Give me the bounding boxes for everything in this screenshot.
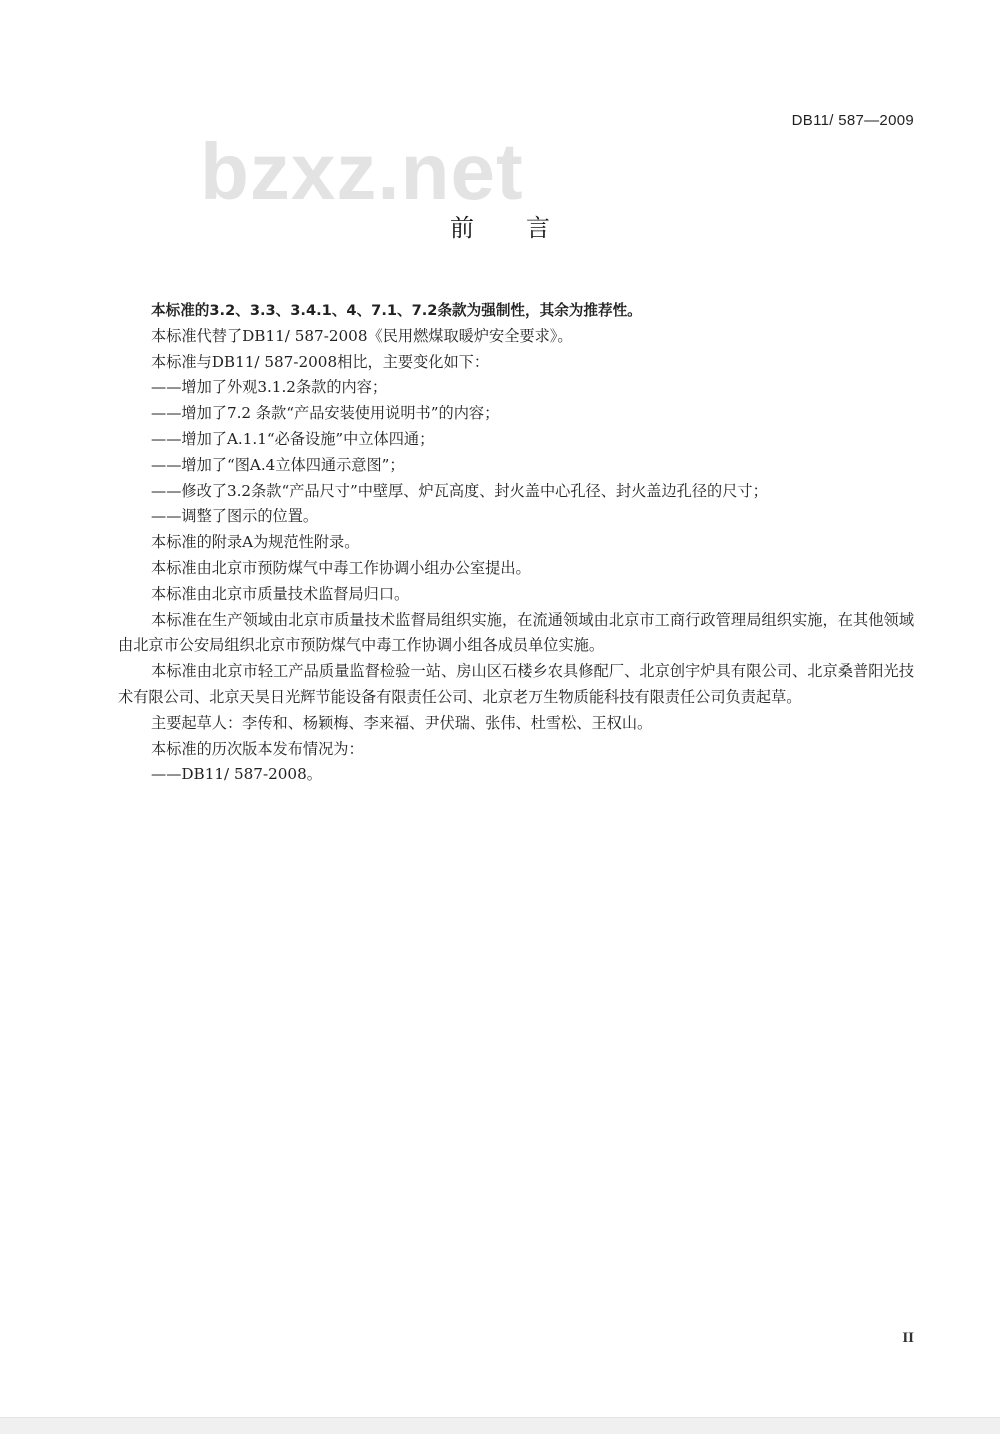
change-item: ——增加了外观3.1.2条款的内容； bbox=[151, 378, 388, 397]
page-title: 前言 bbox=[450, 214, 602, 242]
change-item: ——增加了“图A.4立体四通示意图”； bbox=[151, 455, 405, 474]
change-item: ——调整了图示的位置。 bbox=[151, 507, 319, 526]
paragraph-history-intro: 本标准的历次版本发布情况为： bbox=[151, 739, 364, 758]
document-code: DB11/ 587—2009 bbox=[791, 112, 914, 129]
history-item: ——DB11/ 587-2008。 bbox=[151, 765, 322, 784]
change-item: ——修改了3.2条款“产品尺寸”中壁厚、炉瓦高度、封火盖中心孔径、封火盖边孔径的尺寸； bbox=[151, 481, 768, 500]
paragraph-drafters: 主要起草人：李传和、杨颖梅、李来福、尹伏瑞、张伟、杜雪松、王权山。 bbox=[151, 713, 653, 732]
paragraph-implementation: 本标准在生产领域由北京市质量技术监督局组织实施，在流通领域由北京市工商行政管理局组织实施，在其他领域由北京市公安局组织北京市预防煤气中毒工作协调小组各成员单位实施。 bbox=[118, 610, 914, 655]
change-item: ——增加了7.2 条款“产品安装使用说明书”的内容； bbox=[151, 404, 500, 423]
paragraph-proposed-by: 本标准由北京市预防煤气中毒工作协调小组办公室提出。 bbox=[151, 558, 531, 577]
page-number: II bbox=[902, 1330, 914, 1346]
paragraph-replaces: 本标准代替了DB11/ 587-2008《民用燃煤取暖炉安全要求》。 bbox=[151, 326, 573, 345]
paragraph-mandatory-clauses: 本标准的3.2、3.3、3.4.1、4、7.1、7.2条款为强制性，其余为推荐性。 bbox=[151, 302, 642, 319]
paragraph-appendix: 本标准的附录A为规范性附录。 bbox=[151, 533, 360, 552]
paragraph-changes-intro: 本标准与DB11/ 587-2008相比，主要变化如下： bbox=[151, 352, 490, 371]
watermark: bzxz.net bbox=[200, 127, 524, 216]
foreword-body bbox=[118, 298, 914, 788]
paragraph-centralized-by: 本标准由北京市质量技术监督局归口。 bbox=[151, 584, 410, 603]
viewer-bottom-bar bbox=[0, 1417, 1000, 1434]
paragraph-drafting-units: 本标准由北京市轻工产品质量监督检验一站、房山区石楼乡农具修配厂、北京创宇炉具有限公司、北京桑普阳光技术有限公司、北京天昊日光辉节能设备有限责任公司、北京老万生物质能科技有限责任公司负责起草。 bbox=[118, 662, 914, 706]
change-item: ——增加了A.1.1“必备设施”中立体四通； bbox=[151, 429, 435, 448]
